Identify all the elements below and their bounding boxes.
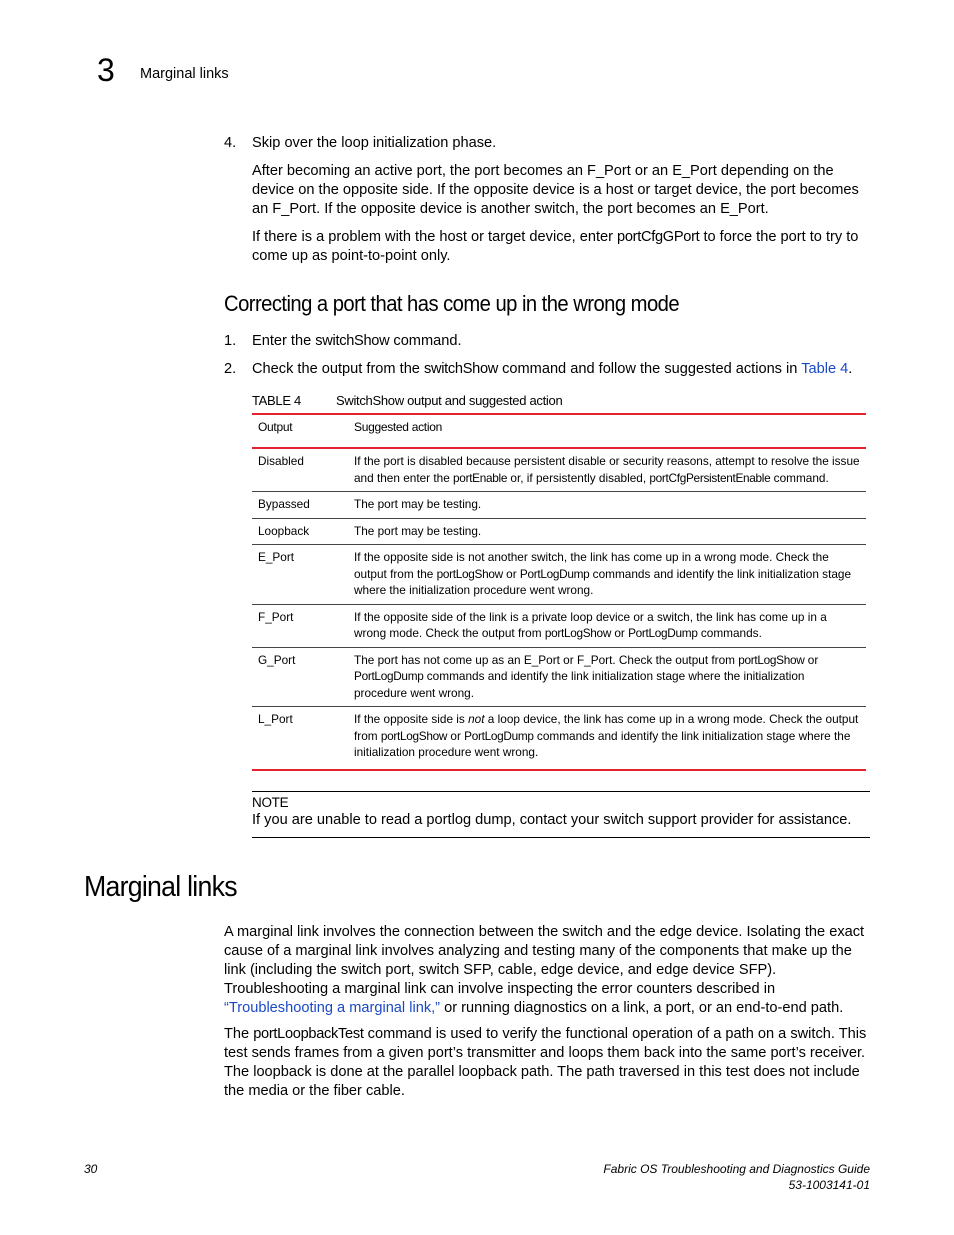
action-cell: If the opposite side of the link is a private loop device or a switch, the link has come up in a wrong mode. Check the output from portLogShow or PortLogDump commands. — [354, 604, 866, 647]
table-row — [252, 647, 866, 707]
table-row — [252, 518, 866, 545]
step-2-text: Check the output from the switchShow command and follow the suggested actions in Table 4. — [252, 361, 853, 377]
action-cell: If the opposite side is not a loop device, the link has come up in a wrong mode. Check the output from portLogShow or PortLogDump commands and identify the link initialization stage where the initialization procedure went wrong. — [354, 707, 866, 770]
troubleshooting-marginal-link[interactable]: “Troubleshooting a marginal link,” — [224, 1000, 441, 1016]
column-header-suggested-action: Suggested action — [354, 414, 866, 448]
table-row — [252, 492, 866, 519]
table-row — [252, 545, 866, 605]
command-portlogdump: PortLogDump — [464, 728, 534, 743]
step-1-number: 1. — [224, 333, 237, 349]
action-cell: The port may be testing. — [354, 518, 866, 545]
command-portcfggport: portCfgGPort — [617, 229, 700, 245]
table-label: TABLE 4 — [252, 393, 301, 408]
command-portlogshow: portLogShow — [544, 626, 612, 640]
step-1-text: Enter the switchShow command. — [252, 333, 462, 349]
action-cell: The port has not come up as an E_Port or F_Port. Check the output from portLogShow or PortLogDump commands and identify the link initialization stage where the initialization procedure went wrong. — [354, 647, 866, 707]
action-cell: If the port is disabled because persistent disable or security reasons, attempt to resolve the issue and then enter the portEnable or, if persistently disabled, portCfgPersistentEnable command. — [354, 448, 866, 492]
marginal-paragraph-1: A marginal link involves the connection between the switch and the edge device. Isolating the exact cause of a marginal link involves analyzing and testing many of the components that make up the link (including the switch port, switch SFP, cable, edge device, and edge device SFP). Troubleshooting a marginal link can involve inspecting the error counters described in “Troubleshooting a marginal link,” or running diagnostics on a link, a port, or an end-to-end path. — [224, 924, 865, 1016]
step-4-text: Skip over the loop initialization phase. — [252, 135, 497, 151]
table-header-row — [252, 414, 866, 448]
action-cell: If the opposite side is not another switch, the link has come up in a wrong mode. Check the output from the portLogShow or PortLogDump commands and identify the link initialization stage where the initialization procedure went wrong. — [354, 545, 866, 605]
output-cell: Disabled — [252, 448, 354, 492]
marginal-paragraph-2: The portLoopbackTest command is used to verify the functional operation of a path on a switch. This test sends frames from a given port’s transmitter and loops them back into the same port’s receiver. The loopback is done at the parallel loopback path. The path traversed in this test does not include the media or the fiber cable. — [224, 1026, 867, 1099]
command-portlogdump: PortLogDump — [354, 669, 424, 683]
table-4-link[interactable]: Table 4 — [801, 361, 849, 377]
note-label: NOTE — [252, 795, 289, 810]
step-2-number: 2. — [224, 361, 237, 377]
output-cell: Loopback — [252, 518, 354, 545]
table-row — [252, 604, 866, 647]
output-cell: Bypassed — [252, 492, 354, 519]
output-cell: F_Port — [252, 604, 354, 647]
command-switchshow: switchShow — [423, 361, 499, 377]
marginal-links-heading: Marginal links — [84, 871, 237, 903]
command-switchshow: switchShow — [315, 333, 390, 349]
footer-doc-number: 53-1003141-01 — [788, 1178, 870, 1192]
note-box — [252, 791, 870, 838]
command-portcfgpersistentenable: portCfgPersistentEnable — [649, 470, 771, 485]
table-row — [252, 707, 866, 770]
chapter-number: 3 — [97, 52, 115, 88]
action-cell: The port may be testing. — [354, 492, 866, 519]
step-4-paragraph: After becoming an active port, the port becomes an F_Port or an E_Port depending on the device on the opposite side. If the opposite device is a host or target device, the port becomes an F_Port. If the opposite device is another switch, the port becomes an E_Port. — [252, 163, 859, 217]
command-portloopbacktest: portLoopbackTest — [253, 1026, 364, 1042]
note-text: If you are unable to read a portlog dump, contact your switch support provider for assistance. — [252, 812, 852, 828]
command-portenable: portEnable — [453, 470, 508, 485]
command-portlogdump: PortLogDump — [628, 626, 698, 640]
chapter-title: Marginal links — [140, 66, 229, 82]
output-cell: G_Port — [252, 647, 354, 707]
output-cell: E_Port — [252, 545, 354, 605]
section-heading: Correcting a port that has come up in the wrong mode — [224, 291, 680, 316]
step-4-number: 4. — [224, 135, 237, 151]
step-4-paragraph-2: If there is a problem with the host or target device, enter portCfgGPort to force the port to try to come up as point-to-point only. — [252, 229, 859, 264]
command-portlogdump: PortLogDump — [519, 566, 590, 581]
table-row — [252, 448, 866, 492]
output-cell: L_Port — [252, 707, 354, 770]
switchshow-table — [252, 413, 866, 771]
command-portlogshow: portLogShow — [436, 566, 503, 581]
page-number: 30 — [84, 1162, 98, 1176]
command-portlogshow: portLogShow — [738, 652, 805, 667]
column-header-output: Output — [252, 414, 354, 448]
command-portlogshow: portLogShow — [380, 728, 448, 743]
table-caption: SwitchShow output and suggested action — [336, 393, 563, 408]
footer-doc-title: Fabric OS Troubleshooting and Diagnostics Guide — [603, 1162, 870, 1176]
